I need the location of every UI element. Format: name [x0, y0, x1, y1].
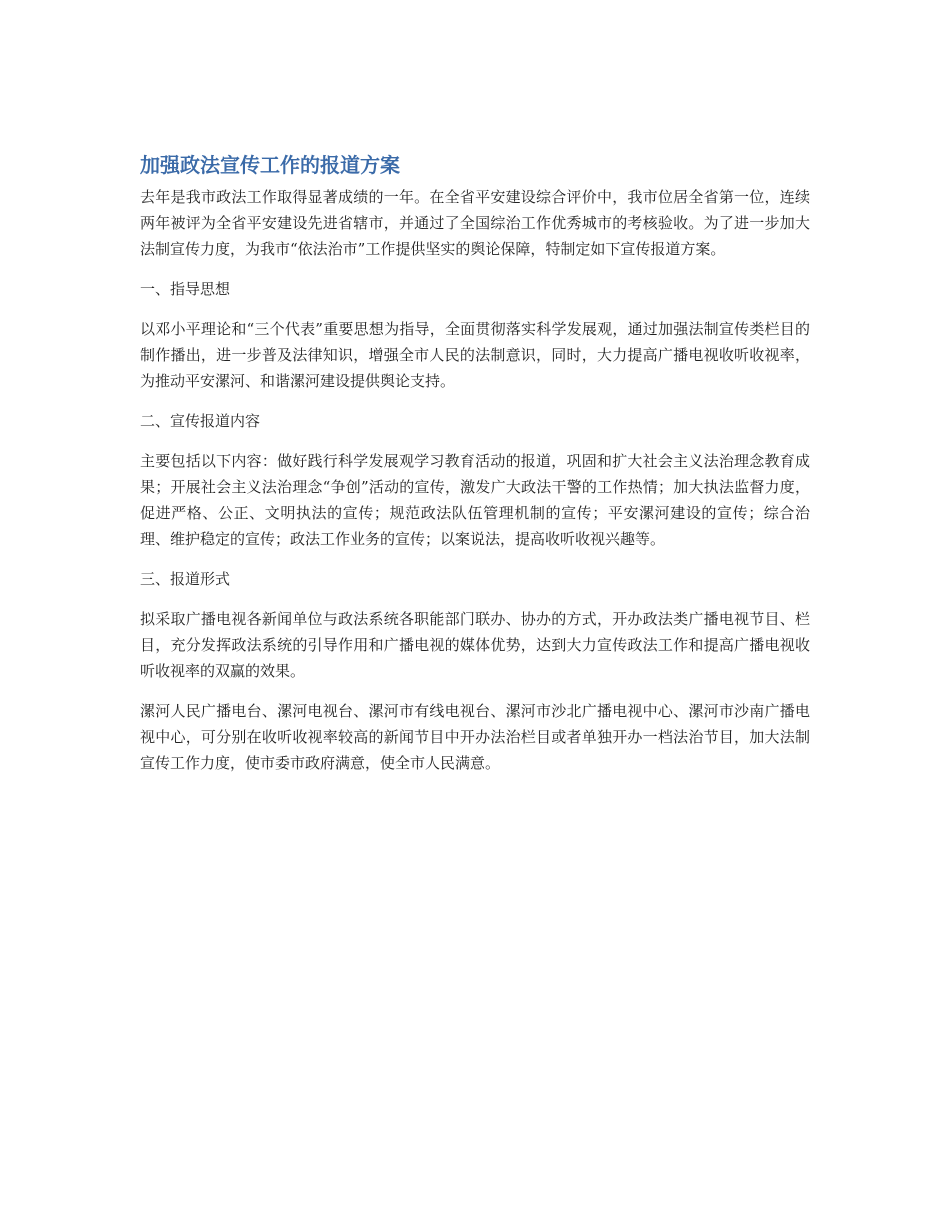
section-3-paragraph-1: 拟采取广播电视各新闻单位与政法系统各职能部门联办、协办的方式，开办政法类广播电视节目、栏目，充分发挥政法系统的引导作用和广播电视的媒体优势，达到大力宣传政法工作和提高广播电视收听收视率的双赢的效果。	[140, 610, 810, 680]
section-2-paragraph: 主要包括以下内容：做好践行科学发展观学习教育活动的报道，巩固和扩大社会主义法治理念教育成果；开展社会主义法治理念“争创”活动的宣传，激发广大政法干警的工作热情；加大执法监督力度，促进严格、公正、文明执法的宣传；规范政法队伍管理机制的宣传；平安漯河建设的宣传；综合治理、维护稳定的宣传；政法工作业务的宣传；以案说法，提高收听收视兴趣等。	[140, 452, 810, 548]
section-3-paragraph-2: 漯河人民广播电台、漯河电视台、漯河市有线电视台、漯河市沙北广播电视中心、漯河市沙南广播电视中心，可分别在收听收视率较高的新闻节目中开办法治栏目或者单独开办一档法治节目，加大法制宣传工作力度，使市委市政府满意，使全市人民满意。	[140, 702, 810, 772]
section-3-heading: 三、报道形式	[140, 570, 231, 588]
section-1-heading: 一、指导思想	[140, 280, 231, 298]
document-title: 加强政法宣传工作的报道方案	[140, 153, 400, 177]
document-page	[140, 152, 810, 790]
section-2-heading: 二、宣传报道内容	[140, 412, 261, 430]
section-1-paragraph: 以邓小平理论和“三个代表”重要思想为指导，全面贯彻落实科学发展观，通过加强法制宣传类栏目的制作播出，进一步普及法律知识，增强全市人民的法制意识，同时，大力提高广播电视收听收视率，为推动平安漯河、和谐漯河建设提供舆论支持。	[140, 320, 810, 390]
intro-paragraph: 去年是我市政法工作取得显著成绩的一年。在全省平安建设综合评价中，我市位居全省第一位，连续两年被评为全省平安建设先进省辖市，并通过了全国综治工作优秀城市的考核验收。为了进一步加大法制宣传力度，为我市“依法治市”工作提供坚实的舆论保障，特制定如下宣传报道方案。	[140, 188, 810, 258]
